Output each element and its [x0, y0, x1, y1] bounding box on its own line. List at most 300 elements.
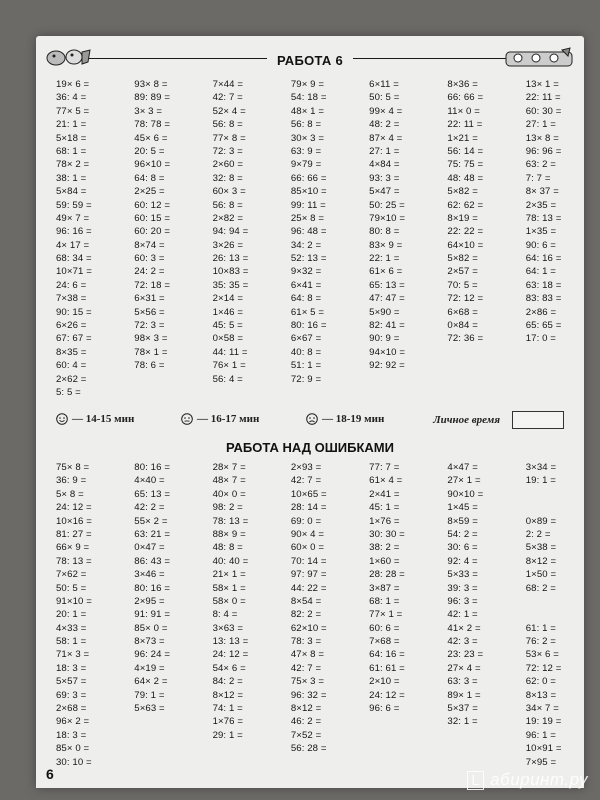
mascot-logo-icon	[504, 46, 576, 70]
exercise: 28: 28 =	[369, 569, 405, 581]
exercise: 75× 8 =	[56, 462, 90, 473]
exercise	[447, 729, 505, 742]
exercise: 6×31 =	[134, 293, 165, 305]
exercise: 8×12 =	[290, 703, 322, 715]
exercise: 61× 6 =	[369, 266, 403, 278]
exercise: 88× 9 =	[212, 528, 246, 540]
exercise: 1×76 =	[369, 515, 400, 527]
exercise: 96: 96 =	[525, 145, 562, 157]
exercise: 63: 9 =	[290, 145, 322, 157]
exercise	[134, 386, 192, 399]
exercise: 4×84 =	[369, 159, 400, 171]
exercise: 90: 9 =	[369, 333, 400, 345]
exercise-column	[114, 461, 192, 769]
exercise: 92: 4 =	[447, 555, 478, 567]
exercise: 2×60 =	[212, 159, 244, 171]
exercise: 7×62 =	[56, 569, 87, 581]
exercise: 78: 3 =	[290, 636, 322, 648]
exercise: 42: 3 =	[447, 636, 478, 648]
exercise: 8×74 =	[134, 239, 165, 251]
exercise: 66: 66 =	[290, 172, 327, 184]
exercise: 96: 24 =	[134, 649, 171, 661]
exercise: 48× 7 =	[212, 475, 246, 487]
exercise: 90× 4 =	[290, 528, 325, 540]
exercise: 10×65 =	[290, 488, 327, 500]
exercise: 61× 5 =	[290, 306, 325, 318]
exercise: 92: 92 =	[369, 360, 405, 372]
exercise: 68: 34 =	[56, 253, 92, 265]
exercise: 86: 43 =	[134, 555, 171, 567]
exercise: 66: 66 =	[447, 92, 484, 104]
personal-time-label: Личное время	[433, 414, 500, 426]
exercise: 1×60 =	[369, 555, 400, 567]
exercise: 64: 1 =	[525, 266, 557, 278]
exercise: 30× 3 =	[290, 132, 325, 144]
exercise: 34× 7 =	[525, 703, 559, 715]
exercise: 7×52 =	[290, 729, 322, 741]
watermark-text: абиринт.ру	[490, 770, 588, 789]
exercise: 87× 4 =	[369, 132, 403, 144]
exercise: 13× 1 =	[525, 79, 559, 90]
exercise: 44: 11 =	[212, 346, 248, 358]
exercise: 96× 2 =	[56, 716, 90, 728]
exercise: 99× 4 =	[369, 105, 403, 117]
exercise-column	[193, 461, 271, 769]
exercise: 44: 22 =	[290, 582, 327, 594]
exercise: 96: 1 =	[525, 729, 557, 741]
exercise: 8×35 =	[56, 346, 87, 358]
exercise: 5× 8 =	[56, 488, 84, 500]
exercise: 28× 7 =	[212, 462, 246, 473]
exercise: 71× 3 =	[56, 649, 90, 661]
exercise: 48: 48 =	[447, 172, 484, 184]
exercise: 54× 6 =	[212, 662, 246, 674]
exercise: 3×63 =	[212, 622, 244, 634]
exercise	[447, 359, 505, 372]
exercise: 42: 7 =	[290, 475, 322, 487]
exercise: 84: 2 =	[212, 676, 243, 688]
exercise: 72: 3 =	[134, 320, 165, 332]
exercise: 34: 2 =	[290, 239, 322, 251]
exercise: 89: 89 =	[134, 92, 171, 104]
exercise: 45: 5 =	[212, 320, 243, 332]
exercise: 96: 3 =	[447, 595, 478, 607]
exercise: 80: 16 =	[134, 462, 171, 473]
exercise: 64: 16 =	[369, 649, 405, 661]
exercise: 27: 1 =	[369, 145, 400, 157]
exercise: 6×68 =	[447, 306, 478, 318]
exercise: 40: 8 =	[290, 346, 322, 358]
error-work-exercises	[36, 461, 584, 769]
exercise: 94: 94 =	[212, 226, 249, 238]
exercise: 8×73 =	[134, 636, 165, 648]
exercise: 2×25 =	[134, 186, 165, 198]
exercise	[213, 386, 271, 399]
exercise: 72: 9 =	[290, 373, 322, 385]
exercise: 41× 2 =	[447, 622, 481, 634]
watermark	[467, 770, 588, 790]
exercise: 60: 30 =	[525, 105, 562, 117]
exercise: 2×95 =	[134, 595, 165, 607]
exercise: 72: 3 =	[212, 145, 243, 157]
exercise: 51: 1 =	[290, 360, 322, 372]
exercise: 47: 47 =	[369, 293, 405, 305]
exercise: 22: 11 =	[525, 92, 561, 104]
exercise: 24: 12 =	[212, 649, 249, 661]
exercise: 13× 8 =	[525, 132, 559, 144]
exercise: 8×59 =	[447, 515, 478, 527]
exercise: 69: 3 =	[56, 689, 87, 701]
exercise: 65: 13 =	[134, 488, 171, 500]
exercise: 19: 1 =	[525, 475, 557, 487]
exercise: 66× 9 =	[56, 542, 90, 554]
exercise: 13: 13 =	[212, 636, 249, 648]
exercise: 62: 0 =	[525, 676, 557, 688]
exercise: 79×10 =	[369, 212, 406, 224]
exercise: 1×76 =	[212, 716, 244, 728]
exercise	[447, 386, 505, 399]
exercise: 2×57 =	[447, 266, 478, 278]
exercise: 9×79 =	[290, 159, 322, 171]
exercise	[134, 373, 192, 386]
exercise: 2×14 =	[212, 293, 244, 305]
exercise-column	[36, 461, 114, 769]
exercise: 42: 2 =	[134, 502, 165, 514]
page-title	[44, 53, 576, 68]
workbook-page	[36, 36, 584, 788]
personal-time-box[interactable]	[512, 411, 564, 429]
time-bad-label: — 18-19 мин	[322, 413, 385, 425]
exercise: 5: 5 =	[56, 386, 81, 398]
exercise	[447, 373, 505, 386]
exercise: 40: 40 =	[212, 555, 249, 567]
exercise: 32: 1 =	[447, 716, 478, 728]
exercise: 3×46 =	[134, 569, 165, 581]
exercise: 2×41 =	[369, 488, 400, 500]
exercise: 24: 2 =	[134, 266, 165, 278]
exercise-column	[506, 78, 584, 399]
time-bad	[306, 413, 384, 425]
exercise: 27× 4 =	[447, 662, 481, 674]
neutral-face-icon	[181, 413, 193, 425]
exercise	[369, 742, 427, 755]
exercise: 96×10 =	[134, 159, 171, 171]
exercise: 22: 22 =	[447, 226, 484, 238]
exercise: 8: 4 =	[212, 609, 238, 621]
exercise: 36: 4 =	[56, 92, 87, 104]
watermark-logo: L	[467, 771, 484, 790]
exercise-column	[427, 78, 505, 399]
exercise: 7×44 =	[212, 79, 244, 90]
exercise: 22: 1 =	[369, 253, 400, 265]
exercise: 3×87 =	[369, 582, 400, 594]
exercise: 4×40 =	[134, 475, 165, 487]
exercise: 64×10 =	[447, 239, 484, 251]
exercise: 56: 14 =	[447, 145, 484, 157]
exercise: 6×11 =	[369, 79, 399, 90]
exercise: 78: 13 =	[525, 212, 562, 224]
exercise: 7×95 =	[525, 756, 557, 768]
exercise: 89× 1 =	[447, 689, 481, 701]
exercise	[369, 386, 427, 399]
exercise: 47× 8 =	[290, 649, 325, 661]
exercise: 39: 3 =	[447, 582, 478, 594]
exercise: 72: 12 =	[447, 293, 484, 305]
exercise: 24: 12 =	[56, 502, 92, 514]
exercise	[369, 729, 427, 742]
exercise: 50: 5 =	[369, 92, 400, 104]
exercise: 72: 18 =	[134, 279, 171, 291]
exercise: 64: 16 =	[525, 253, 562, 265]
exercise: 10×71 =	[56, 266, 92, 278]
exercise: 5×82 =	[447, 253, 478, 265]
exercise: 5×63 =	[134, 703, 165, 715]
exercise: 65: 13 =	[369, 279, 405, 291]
exercise	[134, 742, 192, 755]
exercise: 5×38 =	[525, 542, 557, 554]
exercise: 5×37 =	[447, 703, 478, 715]
exercise: 8×12 =	[525, 555, 557, 567]
exercise: 22: 11 =	[447, 119, 483, 131]
exercise: 5×90 =	[369, 306, 400, 318]
exercise: 77× 1 =	[369, 609, 403, 621]
exercise: 11× 0 =	[447, 105, 480, 117]
exercise-column	[271, 78, 349, 399]
exercise: 58: 1 =	[56, 636, 87, 648]
exercise: 20: 5 =	[134, 145, 165, 157]
exercise: 2×62 =	[56, 373, 87, 385]
exercise	[213, 742, 271, 755]
exercise: 76: 2 =	[525, 636, 557, 648]
exercise: 58× 0 =	[212, 595, 246, 607]
exercise: 48: 8 =	[212, 542, 243, 554]
time-legend	[56, 411, 564, 429]
exercise: 60: 15 =	[134, 212, 171, 224]
exercise: 77× 5 =	[56, 105, 90, 117]
exercise: 1×45 =	[447, 502, 478, 514]
exercise: 98× 3 =	[134, 333, 168, 345]
exercise: 56: 8 =	[212, 119, 243, 131]
exercise-column	[36, 78, 114, 399]
exercise: 63: 18 =	[525, 279, 562, 291]
exercise: 76× 1 =	[212, 360, 246, 372]
exercise: 72: 36 =	[447, 333, 484, 345]
exercise: 0×84 =	[447, 320, 478, 332]
exercise: 4×33 =	[56, 622, 87, 634]
exercise: 21: 1 =	[56, 119, 87, 131]
exercise	[447, 346, 505, 359]
exercise	[526, 595, 584, 608]
exercise: 6×67 =	[290, 333, 322, 345]
exercise: 38: 1 =	[56, 172, 87, 184]
exercise: 1×50 =	[525, 569, 557, 581]
exercise: 2×86 =	[525, 306, 557, 318]
exercise: 28: 14 =	[290, 502, 327, 514]
exercise: 90: 15 =	[56, 306, 92, 318]
sad-face-icon	[306, 413, 318, 425]
exercise: 68: 1 =	[56, 145, 87, 157]
exercise: 78: 6 =	[134, 360, 165, 372]
exercise-column	[427, 461, 505, 769]
exercise: 6×41 =	[290, 279, 322, 291]
exercise: 27: 1 =	[525, 119, 557, 131]
exercise: 83: 83 =	[525, 293, 562, 305]
exercise	[526, 386, 584, 399]
exercise: 2×35 =	[525, 199, 557, 211]
exercise: 63: 2 =	[525, 159, 557, 171]
exercise	[291, 756, 349, 769]
exercise: 2: 2 =	[525, 528, 551, 540]
exercise: 63: 21 =	[134, 528, 171, 540]
exercise: 65: 65 =	[525, 320, 562, 332]
exercise: 8×54 =	[290, 595, 322, 607]
exercise: 96: 32 =	[290, 689, 327, 701]
exercise: 70: 5 =	[447, 279, 478, 291]
exercise: 26: 13 =	[212, 253, 249, 265]
exercise: 96: 48 =	[290, 226, 327, 238]
exercise: 79× 9 =	[290, 79, 325, 90]
exercise: 45: 1 =	[369, 502, 400, 514]
exercise: 5×33 =	[447, 569, 478, 581]
exercise: 0×47 =	[134, 542, 165, 554]
exercise: 63: 3 =	[447, 676, 478, 688]
exercise: 50: 25 =	[369, 199, 405, 211]
exercise: 5×84 =	[56, 186, 87, 198]
exercise	[369, 756, 427, 769]
exercise	[369, 715, 427, 728]
exercise: 64: 8 =	[290, 293, 322, 305]
exercise: 69: 0 =	[290, 515, 322, 527]
exercise	[447, 742, 505, 755]
exercise: 91: 91 =	[134, 609, 171, 621]
exercise: 68: 1 =	[369, 595, 400, 607]
exercise: 8×36 =	[447, 79, 478, 90]
page-header	[44, 44, 576, 72]
exercise: 5×82 =	[447, 186, 478, 198]
exercise: 60: 6 =	[369, 622, 400, 634]
exercise: 54: 18 =	[290, 92, 327, 104]
exercise: 40× 0 =	[212, 488, 246, 500]
exercise: 93× 8 =	[134, 79, 168, 90]
exercise: 32: 8 =	[212, 172, 243, 184]
exercise-column	[506, 461, 584, 769]
exercise: 4× 17 =	[56, 239, 90, 251]
exercise: 45× 6 =	[134, 132, 168, 144]
exercise: 8×12 =	[212, 689, 244, 701]
exercise: 78: 13 =	[56, 555, 92, 567]
exercise: 3× 3 =	[134, 105, 163, 117]
exercise: 8×19 =	[447, 212, 478, 224]
exercise: 7×38 =	[56, 293, 87, 305]
exercise: 8× 37 =	[525, 186, 559, 198]
exercise: 64× 2 =	[134, 676, 168, 688]
exercise: 27× 1 =	[447, 475, 481, 487]
exercise: 46: 2 =	[290, 716, 322, 728]
exercise: 2×10 =	[369, 676, 400, 688]
exercise: 0×89 =	[525, 515, 557, 527]
exercise	[526, 488, 584, 501]
exercise	[526, 373, 584, 386]
exercise: 94×10 =	[369, 346, 406, 358]
exercise: 78× 1 =	[134, 346, 168, 358]
exercise: 25× 8 =	[290, 212, 325, 224]
exercise: 10×91 =	[525, 743, 562, 755]
exercise: 93: 3 =	[369, 172, 400, 184]
exercise: 98: 2 =	[212, 502, 243, 514]
exercise: 4×19 =	[134, 662, 165, 674]
exercise-column	[193, 78, 271, 399]
page-title-text: РАБОТА 6	[267, 53, 353, 68]
exercise: 60× 3 =	[212, 186, 246, 198]
exercise: 52: 13 =	[290, 253, 327, 265]
exercise: 53× 6 =	[525, 649, 559, 661]
exercise: 54: 2 =	[447, 528, 478, 540]
exercise: 58× 1 =	[212, 582, 246, 594]
exercise: 2×68 =	[56, 703, 87, 715]
exercise: 8×13 =	[525, 689, 557, 701]
exercise: 50: 5 =	[56, 582, 87, 594]
exercise: 64: 8 =	[134, 172, 165, 184]
exercise: 83× 9 =	[369, 239, 403, 251]
exercise: 49× 7 =	[56, 212, 90, 224]
exercise: 72: 12 =	[525, 662, 562, 674]
exercise: 96: 6 =	[369, 703, 400, 715]
exercise: 18: 3 =	[56, 662, 87, 674]
exercise: 61: 1 =	[525, 622, 557, 634]
exercise	[526, 608, 584, 621]
exercise: 80: 16 =	[290, 320, 327, 332]
exercise: 38: 2 =	[369, 542, 400, 554]
exercise: 42: 1 =	[447, 609, 478, 621]
exercise: 24: 6 =	[56, 279, 87, 291]
exercise: 78× 2 =	[56, 159, 90, 171]
exercise: 17: 0 =	[525, 333, 557, 345]
exercise: 1×21 =	[447, 132, 478, 144]
exercise: 75× 3 =	[290, 676, 325, 688]
exercise: 56: 8 =	[290, 119, 322, 131]
exercise-column	[271, 461, 349, 769]
exercise: 67: 67 =	[56, 333, 92, 345]
exercise	[526, 501, 584, 514]
exercise: 56: 28 =	[290, 743, 327, 755]
exercise	[291, 386, 349, 399]
exercise: 90×10 =	[447, 488, 484, 500]
exercise: 68: 2 =	[525, 582, 557, 594]
exercise: 56: 4 =	[212, 373, 243, 385]
exercise: 82: 41 =	[369, 320, 405, 332]
exercise: 36: 9 =	[56, 475, 87, 487]
exercise: 81: 27 =	[56, 528, 92, 540]
exercise: 52× 4 =	[212, 105, 246, 117]
exercise: 62×10 =	[290, 622, 327, 634]
exercise: 97: 97 =	[290, 569, 327, 581]
exercise: 3×34 =	[525, 462, 557, 473]
exercise: 60: 4 =	[56, 360, 87, 372]
exercise: 59: 59 =	[56, 199, 92, 211]
page-number: 6	[46, 766, 54, 782]
exercise: 6×26 =	[56, 320, 87, 332]
exercise: 10×16 =	[56, 515, 92, 527]
exercise: 42: 7 =	[290, 662, 322, 674]
exercise	[447, 756, 505, 769]
time-ok-label: — 16-17 мин	[197, 413, 260, 425]
exercise: 19: 19 =	[525, 716, 562, 728]
exercise: 2×93 =	[290, 462, 322, 473]
exercise: 90: 6 =	[525, 239, 557, 251]
exercise: 82: 2 =	[290, 609, 322, 621]
exercise: 85× 0 =	[56, 743, 90, 755]
exercise: 62: 62 =	[447, 199, 484, 211]
